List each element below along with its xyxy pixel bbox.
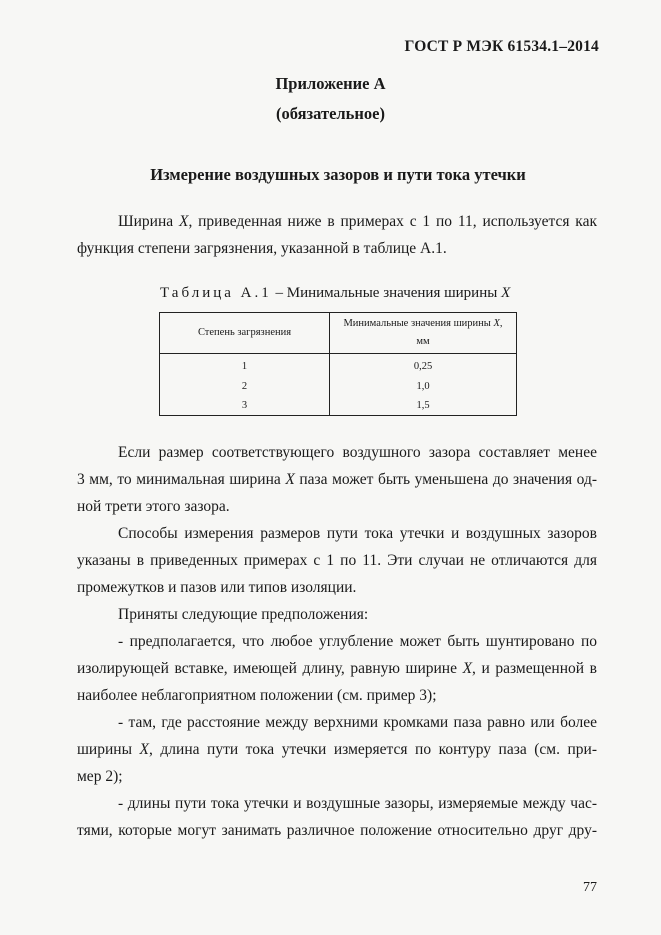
text-line: указаны в приведенных примерах с 1 по 11. Эти случаи не отличаются для [77, 552, 597, 569]
bullet-assumption-1 [77, 628, 597, 709]
cell-width: 0,25 [330, 354, 517, 377]
section-title: Измерение воздушных зазоров и пути тока утечки [150, 165, 526, 184]
text-line: Ширина X, приведенная ниже в примерах с 1 по 11, используется как [118, 213, 597, 230]
table-row [160, 354, 517, 377]
text-line: ширины X, длина пути тока утечки измеряется по контуру паза (см. при- [77, 741, 598, 758]
text-line: наиболее неблагоприятном положении (см. пример 3); [77, 687, 437, 704]
text-line: промежутков и пазов или типов изоляции. [77, 579, 357, 596]
column-header-pollution-degree: Степень загрязнения [160, 313, 330, 354]
column-header-min-width: Минимальные значения ширины X, мм [330, 313, 517, 354]
intro-paragraph [77, 208, 597, 262]
text-line: - там, где расстояние между верхними кромками паза равно или более [118, 714, 597, 731]
appendix-title: Приложение А [275, 74, 386, 93]
text-line: Способы измерения размеров пути тока утечки и воздушных зазоров [118, 525, 597, 542]
document-code: ГОСТ Р МЭК 61534.1–2014 [404, 38, 599, 55]
cell-degree: 2 [160, 376, 330, 395]
text-line: мер 2); [77, 768, 123, 785]
text-line: изолирующей вставке, имеющей длину, равную ширине X, и размещенной в [77, 660, 597, 677]
text-line: тями, которые могут занимать различное положение относительно друг дру- [77, 822, 597, 839]
table-row [160, 376, 517, 395]
text-line: Если размер соответствующего воздушного зазора составляет менее [118, 444, 597, 461]
cell-degree: 3 [160, 396, 330, 416]
text-line: функция степени загрязнения, указанной в таблице А.1. [77, 240, 447, 257]
bullet-assumption-3 [77, 790, 597, 844]
text-line: - предполагается, что любое углубление может быть шунтировано по [118, 633, 597, 650]
text-line: 3 мм, то минимальная ширина X паза может быть уменьшена до значения од- [77, 471, 598, 488]
bullet-assumption-2 [77, 709, 597, 790]
cell-width: 1,0 [330, 376, 517, 395]
paragraph-methods [77, 520, 597, 601]
cell-width: 1,5 [330, 396, 517, 416]
table-row [160, 396, 517, 416]
appendix-status: (обязательное) [276, 104, 385, 123]
paragraph-assumptions [77, 601, 597, 628]
paragraph-reduction [77, 439, 597, 520]
table-caption: Таблица А.1 – Минимальные значения ширины X [160, 285, 511, 301]
page-number: 77 [583, 880, 597, 895]
text-line: ной трети этого зазора. [77, 498, 230, 515]
pollution-width-table [159, 312, 517, 416]
text-line: Приняты следующие предположения: [118, 606, 369, 623]
text-line: - длины пути тока утечки и воздушные зазоры, измеряемые между час- [118, 795, 597, 812]
cell-degree: 1 [160, 354, 330, 377]
